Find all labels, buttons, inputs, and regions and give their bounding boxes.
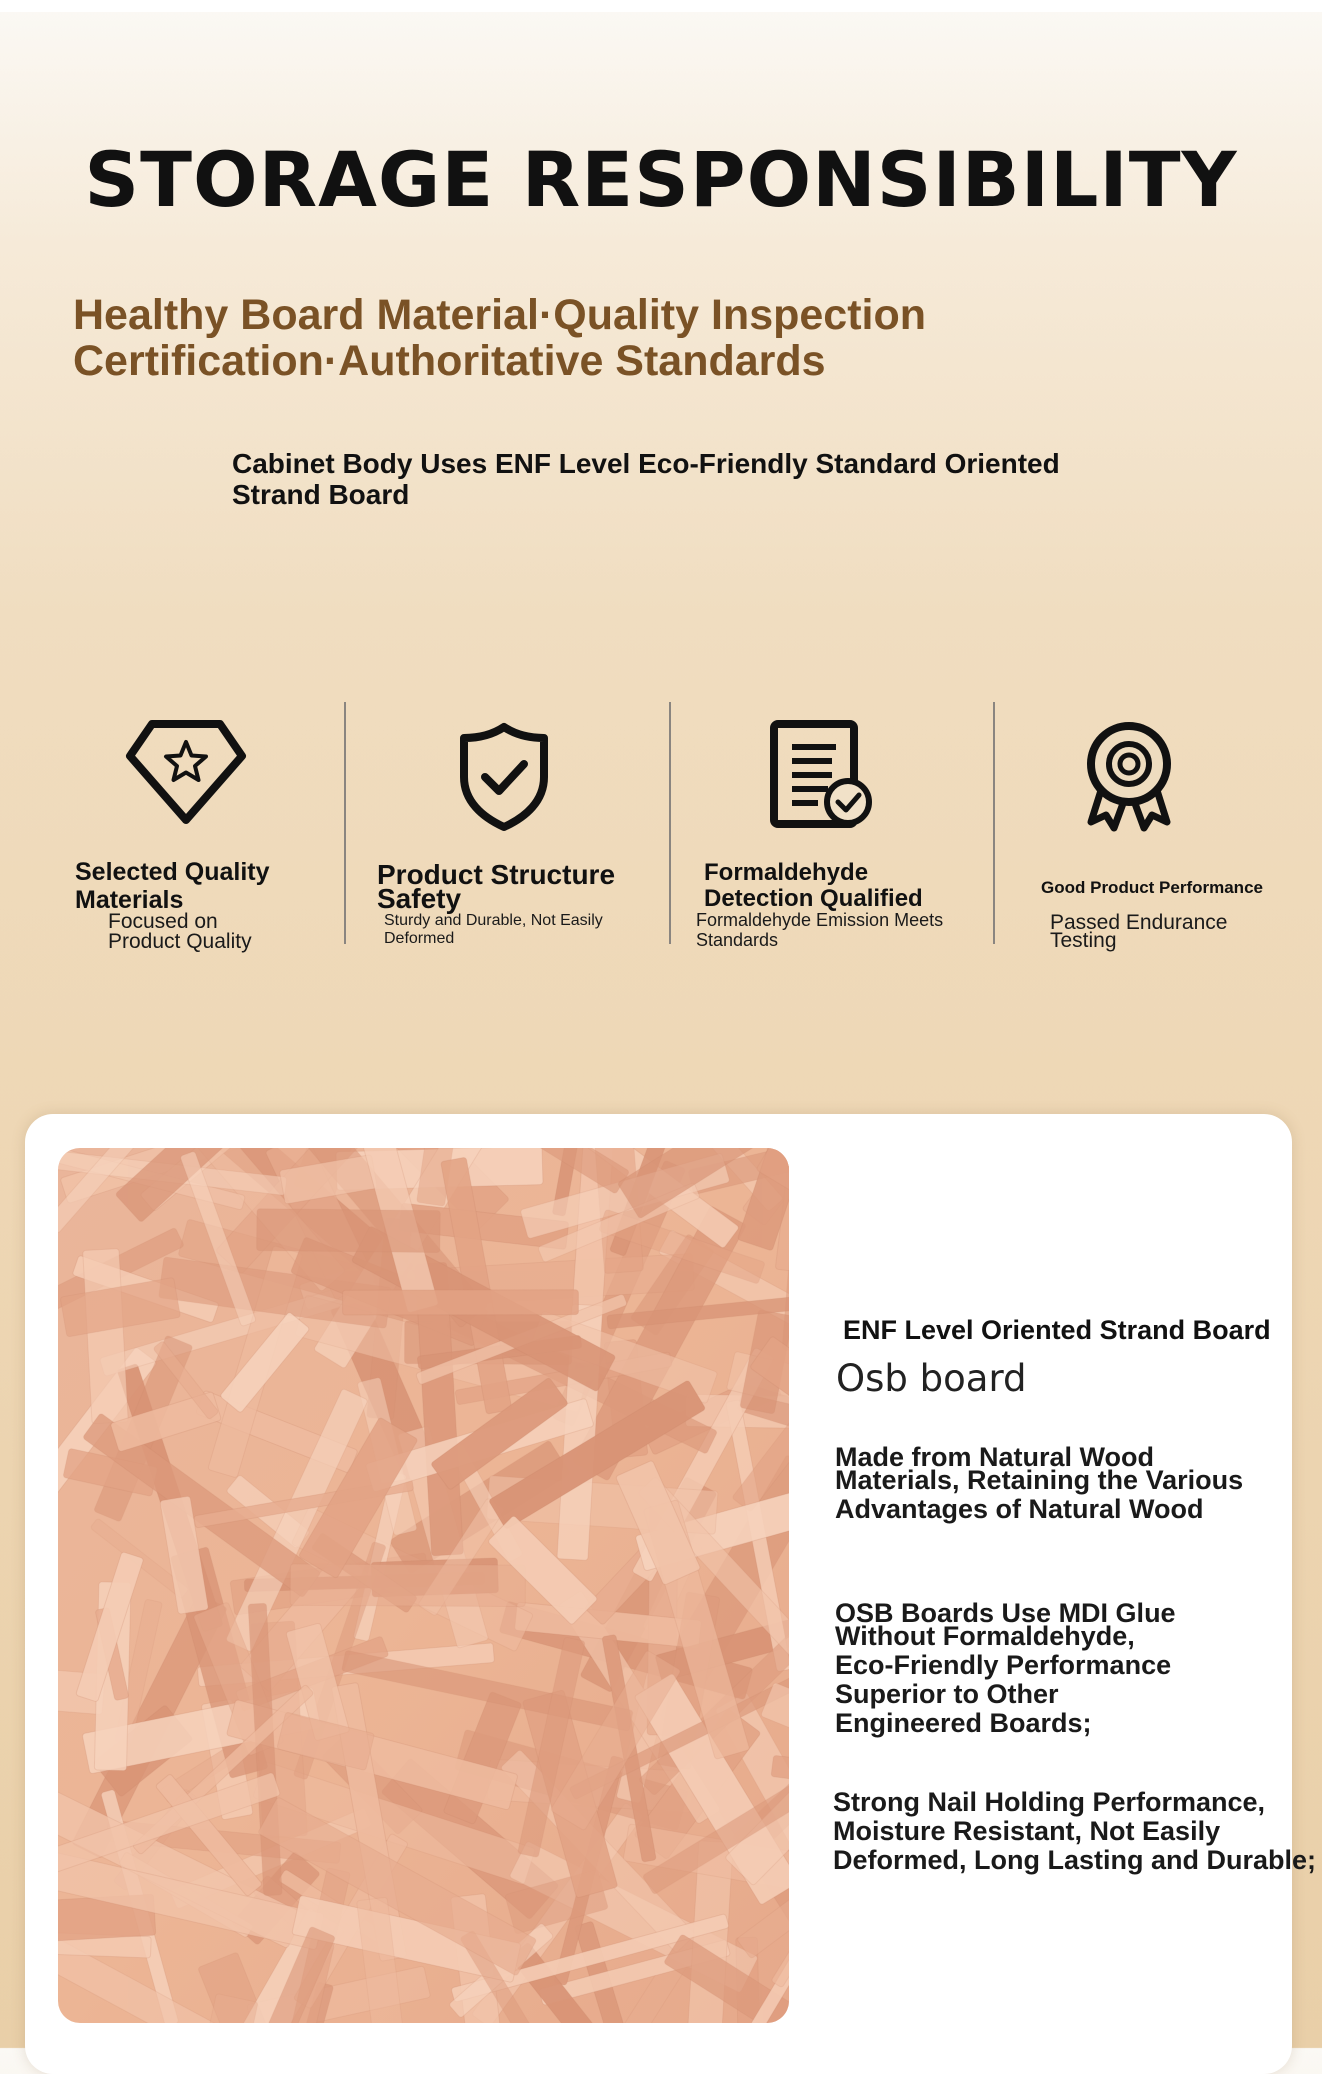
card-paragraph [835, 1442, 1244, 1524]
paragraph-line: Eco-Friendly Performance [835, 1650, 1172, 1680]
feature-title-line: Detection Qualified [704, 885, 923, 912]
card-subtitle: Osb board [836, 1357, 1027, 1400]
paragraph-line: Strong Nail Holding Performance, [833, 1787, 1266, 1817]
paragraph-line: Engineered Boards; [835, 1708, 1092, 1738]
page-title: STORAGE RESPONSIBILITY [84, 135, 1238, 224]
diamond-star-icon [125, 718, 247, 831]
page-description [232, 448, 1112, 510]
feature-subtitle-line: Focused on [108, 910, 218, 933]
page-subtitle [73, 292, 1073, 384]
feature-divider [344, 702, 346, 944]
top-white-strip [0, 0, 1322, 12]
card-title: ENF Level Oriented Strand Board [843, 1315, 1271, 1345]
description-line: Strand Board [232, 479, 410, 510]
feature-subtitle-line: Standards [696, 930, 779, 950]
feature-divider [669, 702, 671, 944]
wood-flake [343, 1290, 579, 1315]
description-line: Cabinet Body Uses ENF Level Eco-Friendly Standard Oriented [232, 448, 1060, 479]
feature-subtitle-line: Passed Endurance [1050, 911, 1228, 934]
feature-title-line: Formaldehyde [704, 859, 869, 886]
feature-title-line: Safety [377, 883, 462, 914]
paragraph-line: Advantages of Natural Wood [835, 1494, 1204, 1524]
document-check-icon [768, 718, 874, 835]
paragraph-line: OSB Boards Use MDI Glue [835, 1598, 1176, 1628]
feature-subtitle-line: Deformed [384, 930, 455, 947]
card-paragraph [833, 1788, 1316, 1875]
paragraph-line: Deformed, Long Lasting and Durable; [833, 1845, 1317, 1875]
feature-divider [993, 702, 995, 944]
feature-subtitle-line: Testing [1050, 929, 1117, 952]
paragraph-line: Without Formaldehyde, [835, 1621, 1135, 1651]
award-medal-icon [1081, 718, 1177, 839]
wood-flake [257, 1209, 441, 1253]
feature-subtitle [696, 910, 943, 950]
feature-subtitle-line: Product Quality [108, 930, 252, 953]
feature-title [377, 859, 616, 914]
feature-title-line: Materials [75, 886, 184, 914]
paragraph-line: Made from Natural Wood [835, 1442, 1155, 1472]
shield-check-icon [458, 721, 550, 838]
osb-board-image [58, 1148, 789, 2023]
subtitle-line: Certification·Authoritative Standards [73, 337, 826, 385]
feature-title [75, 858, 270, 914]
card-paragraph [835, 1598, 1176, 1738]
feature-subtitle [384, 912, 603, 948]
feature-subtitle-line: Formaldehyde Emission Meets [696, 910, 944, 930]
feature-title [1041, 878, 1263, 898]
feature-title-line: Selected Quality [75, 858, 270, 886]
paragraph-line: Materials, Retaining the Various [835, 1465, 1244, 1495]
feature-subtitle [108, 912, 252, 952]
feature-title-line: Product Structure [377, 859, 616, 890]
subtitle-line: Healthy Board Material·Quality Inspection [73, 291, 927, 339]
feature-subtitle-line: Sturdy and Durable, Not Easily [384, 912, 603, 929]
paragraph-line: Superior to Other [835, 1679, 1059, 1709]
paragraph-line: Moisture Resistant, Not Easily [833, 1816, 1221, 1846]
feature-title-line: Good Product Performance [1041, 878, 1263, 897]
feature-subtitle [1050, 911, 1228, 952]
feature-title [704, 860, 923, 912]
